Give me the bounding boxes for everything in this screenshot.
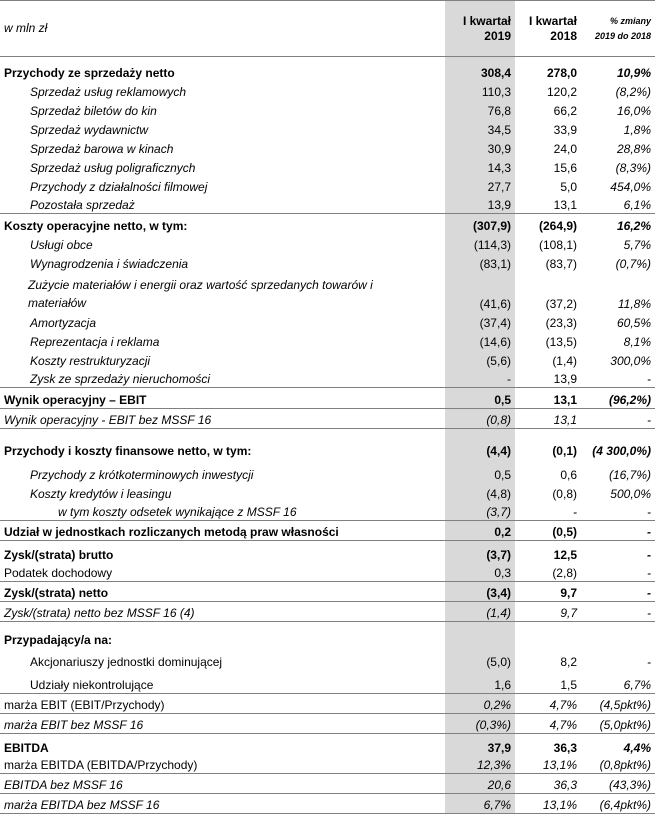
change-value: (16,7%)	[608, 467, 651, 482]
change-value: -	[647, 505, 651, 519]
row-label: Wynagrodzenia i świadczenia	[30, 256, 189, 271]
change-value: 6,1%	[623, 198, 651, 212]
value-2019	[445, 622, 515, 648]
table-row	[0, 774, 655, 794]
row-label: Pozostała sprzedaż	[30, 198, 135, 212]
row-label: Udział w jednostkach rozliczanych metodą praw własności	[0, 521, 445, 541]
change-value: (8,2%)	[615, 84, 651, 99]
table-row	[0, 214, 655, 234]
value-2018: 4,7%	[515, 694, 581, 714]
value-2018: (264,9)	[515, 214, 581, 234]
row-label: Sprzedaż usług reklamowych	[30, 84, 187, 99]
table-row	[0, 388, 655, 409]
table-row	[0, 312, 655, 331]
change-value: (0,7%)	[615, 256, 651, 271]
value-2018: (23,3)	[545, 315, 577, 330]
value-2018	[515, 622, 581, 648]
row-label: Zysk/(strata) netto	[0, 582, 445, 602]
header-row	[0, 1, 655, 57]
value-2018: (1,4)	[552, 353, 577, 368]
table-row	[0, 602, 655, 622]
value-2018: (0,8)	[552, 486, 577, 501]
row-label: Zysk/(strata) brutto	[4, 547, 114, 562]
row-label: Koszty operacyjne netto, w tym:	[0, 214, 445, 234]
value-2018: (13,5)	[545, 334, 577, 349]
value-2019: 110,3	[445, 81, 515, 100]
value-2019: (3,7)	[445, 541, 515, 563]
row-label: Akcjonariuszy jednostki dominującej	[30, 654, 223, 669]
table-row	[0, 369, 655, 388]
unit-label: w mln zł	[0, 1, 445, 57]
change-value: (96,2%)	[581, 388, 655, 409]
table-row	[0, 157, 655, 176]
change-value: 10,9%	[616, 65, 651, 80]
change-value: 28,8%	[616, 141, 651, 156]
table-row	[0, 350, 655, 369]
change-value: 16,2%	[581, 214, 655, 234]
value-2018: -	[573, 505, 577, 519]
table-row	[0, 57, 655, 81]
value-2019: 0,2%	[445, 694, 515, 714]
table-row	[0, 502, 655, 521]
table-row	[0, 429, 655, 459]
value-2018: (37,2)	[545, 296, 577, 311]
value-2019: 0,5	[445, 459, 515, 483]
table-row	[0, 409, 655, 429]
value-2018: 0,6	[560, 467, 577, 482]
table-row	[0, 253, 655, 272]
row-label: Udziały niekontrolujące	[30, 678, 154, 692]
table-row	[0, 622, 655, 648]
value-2019: (41,6)	[445, 272, 515, 312]
value-2018: (2,8)	[552, 566, 577, 580]
value-2018: 15,6	[553, 160, 577, 175]
row-label: EBITDA	[4, 740, 49, 755]
table-row	[0, 563, 655, 582]
change-value: 60,5%	[616, 315, 651, 330]
value-2019: 27,7	[445, 176, 515, 195]
row-label: Wynik operacyjny – EBIT	[0, 388, 445, 409]
row-label: Zysk/(strata) netto bez MSSF 16 (4)	[0, 602, 445, 622]
table-row	[0, 195, 655, 214]
value-2019: -	[445, 369, 515, 388]
row-label: Sprzedaż usług poligraficznych	[30, 160, 196, 175]
value-2018: 5,0	[560, 179, 577, 194]
table-row	[0, 459, 655, 483]
change-value: -	[581, 409, 655, 429]
change-value: -	[647, 372, 651, 386]
value-2019: (4,4)	[445, 429, 515, 459]
table-row	[0, 648, 655, 670]
change-value: (0,8pkt%)	[599, 758, 651, 772]
value-2019: 0,5	[445, 388, 515, 409]
value-2018: 12,5	[553, 547, 577, 562]
row-label: Sprzedaż biletów do kin	[30, 103, 157, 118]
table-row	[0, 582, 655, 602]
table-row	[0, 521, 655, 541]
value-2019: 14,3	[445, 157, 515, 176]
row-label: EBITDA bez MSSF 16	[0, 774, 445, 794]
value-2018: 24,0	[553, 141, 577, 156]
value-2019: 37,9	[445, 734, 515, 756]
value-2018: 36,3	[553, 740, 577, 755]
table-row	[0, 119, 655, 138]
value-2019: 76,8	[445, 100, 515, 119]
row-label: Koszty kredytów i leasingu	[30, 486, 172, 501]
row-label: w tym koszty odsetek wynikające z MSSF 16	[58, 505, 297, 519]
row-label: Amortyzacja	[30, 315, 97, 330]
value-2018: (0,1)	[552, 443, 577, 458]
table-row	[0, 734, 655, 756]
value-2019: (4,8)	[445, 483, 515, 502]
value-2018: 9,7	[515, 582, 581, 602]
value-2018: 120,2	[546, 84, 577, 99]
value-2018: 278,0	[546, 65, 577, 80]
table-row	[0, 81, 655, 100]
table-row	[0, 272, 655, 312]
change-value: (6,4pkt%)	[581, 794, 655, 814]
change-value: -	[647, 654, 651, 669]
value-2018: 36,3	[515, 774, 581, 794]
value-2019: 6,7%	[445, 794, 515, 814]
table-row	[0, 541, 655, 563]
change-value: 8,1%	[623, 334, 651, 349]
change-value: -	[647, 547, 651, 562]
change-value: 300,0%	[610, 353, 651, 368]
change-value: -	[581, 602, 655, 622]
table-row	[0, 138, 655, 157]
value-2019: (3,7)	[445, 502, 515, 521]
value-2019: (0,3%)	[445, 714, 515, 734]
header-q1-2019: I kwartał 2019	[445, 1, 515, 57]
value-2019: (37,4)	[445, 312, 515, 331]
table-row	[0, 670, 655, 694]
change-value: (43,3%)	[581, 774, 655, 794]
change-value: (4,5pkt%)	[581, 694, 655, 714]
row-label: Reprezentacja i reklama	[30, 334, 160, 349]
row-label: Sprzedaż wydawnictw	[30, 122, 149, 137]
row-label: Podatek dochodowy	[4, 566, 113, 580]
change-value: 11,8%	[617, 296, 651, 311]
header-change: % zmiany 2019 do 2018	[581, 1, 655, 57]
row-label: Usługi obce	[30, 237, 93, 252]
row-label: marża EBIT bez MSSF 16	[0, 714, 445, 734]
row-label: Sprzedaż barowa w kinach	[30, 141, 174, 156]
row-label: Przychody ze sprzedaży netto	[4, 65, 175, 80]
value-2018: 13,1%	[542, 758, 577, 772]
value-2019: (307,9)	[445, 214, 515, 234]
table-row	[0, 331, 655, 350]
value-2019: (14,6)	[445, 331, 515, 350]
row-label: Zużycie materiałów i energii oraz wartość sprzedanych towarów i materiałów	[28, 277, 373, 310]
table-row	[0, 100, 655, 119]
value-2019: 34,5	[445, 119, 515, 138]
table-row	[0, 483, 655, 502]
change-value: 16,0%	[616, 103, 651, 118]
row-label: Przychody i koszty finansowe netto, w tym:	[4, 443, 252, 458]
table-row	[0, 234, 655, 253]
change-value: 454,0%	[610, 179, 651, 194]
value-2019: (0,8)	[445, 409, 515, 429]
value-2019: 0,3	[445, 563, 515, 582]
value-2019: (1,4)	[445, 602, 515, 622]
table-row	[0, 794, 655, 814]
change-value: 6,7%	[623, 678, 651, 692]
table-row	[0, 176, 655, 195]
value-2018: 13,9	[553, 372, 577, 386]
value-2018: 4,7%	[515, 714, 581, 734]
value-2018: 9,7	[515, 602, 581, 622]
value-2018: (0,5)	[515, 521, 581, 541]
row-label: Zysk ze sprzedaży nieruchomości	[30, 372, 211, 386]
value-2019: 308,4	[445, 57, 515, 81]
row-label: Przychody z działalności filmowej	[30, 179, 208, 194]
header-q1-2018: I kwartał 2018	[515, 1, 581, 57]
row-label: Wynik operacyjny - EBIT bez MSSF 16	[0, 409, 445, 429]
row-label: marża EBITDA (EBITDA/Przychody)	[4, 758, 198, 772]
row-label: Przychody z krótkoterminowych inwestycji	[30, 467, 254, 482]
value-2019: 12,3%	[445, 756, 515, 774]
table-row	[0, 694, 655, 714]
row-label: marża EBITDA bez MSSF 16	[0, 794, 445, 814]
value-2018: 13,1%	[515, 794, 581, 814]
change-value: (8,3%)	[615, 160, 651, 175]
value-2019: (83,1)	[445, 253, 515, 272]
change-value: -	[581, 582, 655, 602]
value-2018: 1,5	[560, 678, 577, 692]
value-2019: (114,3)	[445, 234, 515, 253]
value-2019: 30,9	[445, 138, 515, 157]
value-2018: (108,1)	[538, 237, 577, 252]
change-value: -	[581, 521, 655, 541]
table-row	[0, 714, 655, 734]
change-value	[581, 622, 655, 648]
table-row	[0, 756, 655, 774]
value-2018: 33,9	[553, 122, 577, 137]
value-2019: 20,6	[445, 774, 515, 794]
value-2019: (5,6)	[445, 350, 515, 369]
value-2019: 13,9	[445, 195, 515, 214]
change-value: 5,7%	[623, 237, 651, 252]
value-2018: 66,2	[553, 103, 577, 118]
row-label: Koszty restrukturyzacji	[30, 353, 151, 368]
value-2018: 13,1	[553, 198, 577, 212]
value-2019: 0,2	[445, 521, 515, 541]
value-2019: 1,6	[445, 670, 515, 694]
change-value: 4,4%	[623, 740, 651, 755]
change-value: 500,0%	[610, 486, 651, 501]
row-label: Przypadający/a na:	[4, 632, 113, 647]
change-value: (5,0pkt%)	[581, 714, 655, 734]
value-2019: (5,0)	[445, 648, 515, 670]
value-2018: 8,2	[560, 654, 577, 669]
value-2018: 13,1	[515, 388, 581, 409]
value-2018: 13,1	[515, 409, 581, 429]
change-value: (4 300,0%)	[592, 443, 651, 458]
change-value: -	[647, 566, 651, 580]
row-label: marża EBIT (EBIT/Przychody)	[0, 694, 445, 714]
change-value: 1,8%	[623, 122, 651, 137]
value-2019: (3,4)	[445, 582, 515, 602]
value-2018: (83,7)	[545, 256, 577, 271]
